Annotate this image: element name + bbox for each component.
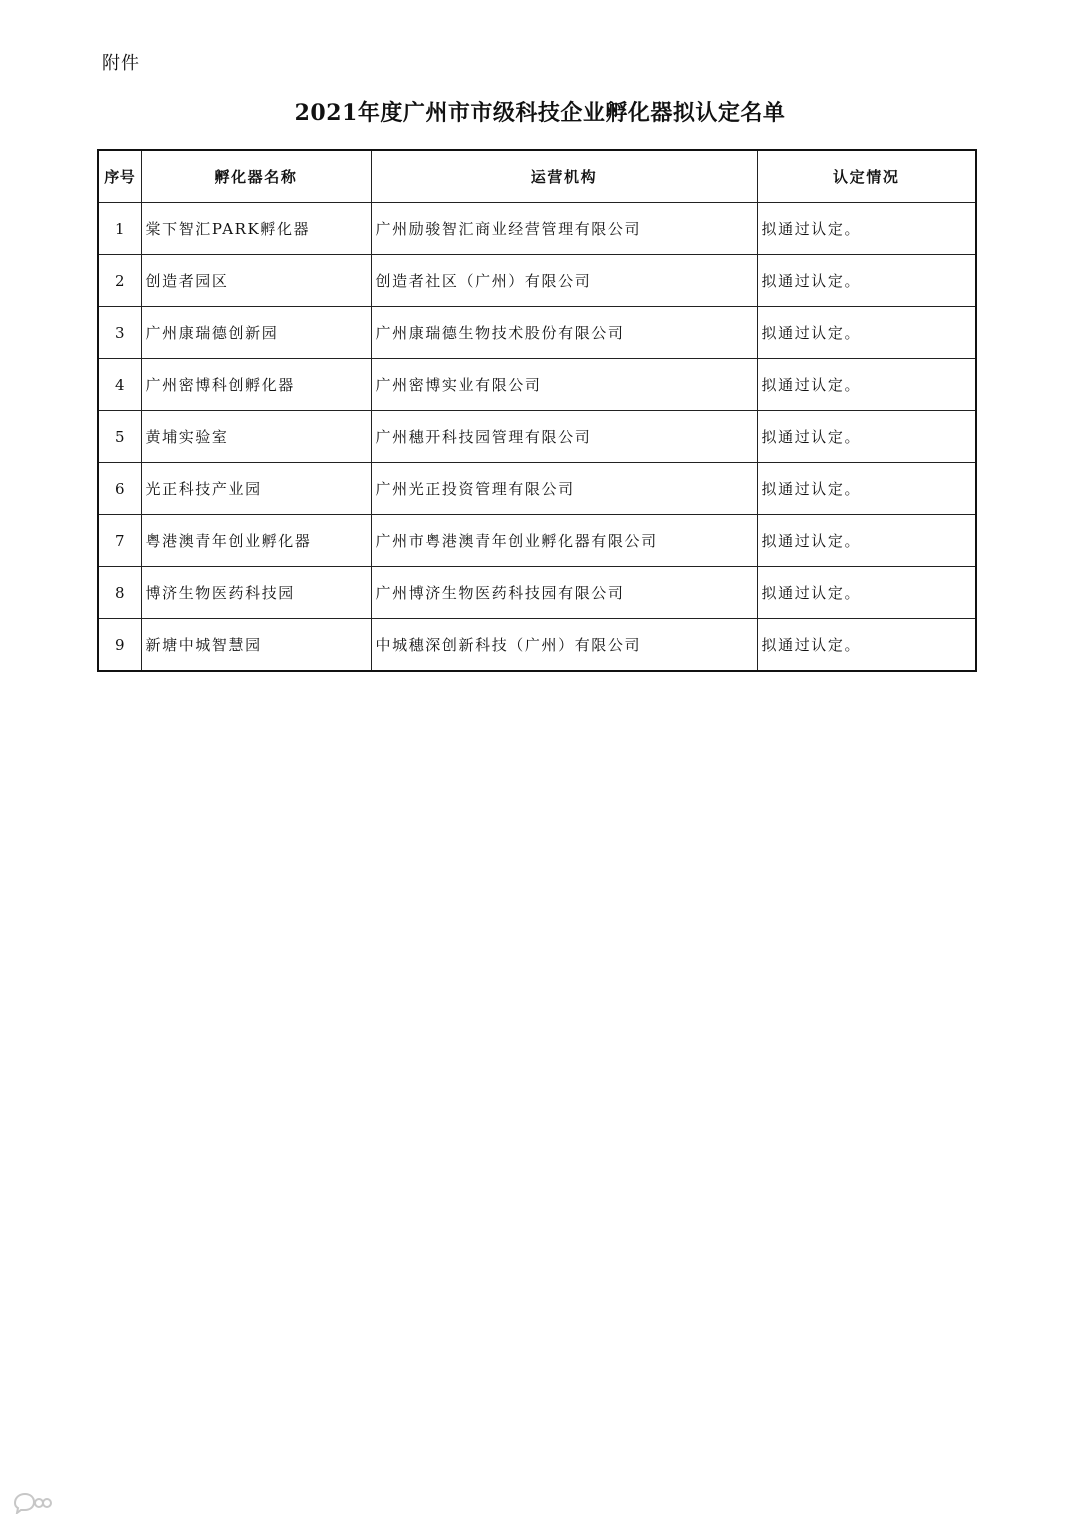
table-row bbox=[98, 463, 976, 515]
row-index-cell: 2 bbox=[98, 255, 141, 307]
row-index-cell: 9 bbox=[98, 619, 141, 672]
table-body bbox=[98, 203, 976, 672]
row-index-cell: 5 bbox=[98, 411, 141, 463]
row-index-cell: 6 bbox=[98, 463, 141, 515]
row-index-cell: 7 bbox=[98, 515, 141, 567]
status-cell: 拟通过认定。 bbox=[757, 203, 976, 255]
table-row bbox=[98, 411, 976, 463]
organization-cell: 广州博济生物医药科技园有限公司 bbox=[371, 567, 757, 619]
header-organization: 运营机构 bbox=[371, 150, 757, 203]
header-index: 序号 bbox=[98, 150, 141, 203]
header-name: 孵化器名称 bbox=[141, 150, 371, 203]
status-cell: 拟通过认定。 bbox=[757, 567, 976, 619]
organization-cell: 广州密博实业有限公司 bbox=[371, 359, 757, 411]
table-row bbox=[98, 307, 976, 359]
row-index-cell: 8 bbox=[98, 567, 141, 619]
incubator-name-cell: 广州密博科创孵化器 bbox=[141, 359, 371, 411]
table-row bbox=[98, 255, 976, 307]
chat-bubble-logo-icon bbox=[12, 1492, 52, 1514]
attachment-label: 附件 bbox=[102, 53, 140, 74]
organization-cell: 广州穗开科技园管理有限公司 bbox=[371, 411, 757, 463]
status-cell: 拟通过认定。 bbox=[757, 255, 976, 307]
organization-cell: 中城穗深创新科技（广州）有限公司 bbox=[371, 619, 757, 672]
table-row bbox=[98, 515, 976, 567]
row-index-cell: 1 bbox=[98, 203, 141, 255]
incubator-name-cell: 粤港澳青年创业孵化器 bbox=[141, 515, 371, 567]
incubator-name-cell: 棠下智汇PARK孵化器 bbox=[141, 203, 371, 255]
organization-cell: 广州市粤港澳青年创业孵化器有限公司 bbox=[371, 515, 757, 567]
watermark bbox=[12, 1490, 52, 1516]
table-row bbox=[98, 359, 976, 411]
organization-cell: 创造者社区（广州）有限公司 bbox=[371, 255, 757, 307]
status-cell: 拟通过认定。 bbox=[757, 307, 976, 359]
status-cell: 拟通过认定。 bbox=[757, 463, 976, 515]
table-row bbox=[98, 567, 976, 619]
organization-cell: 广州励骏智汇商业经营管理有限公司 bbox=[371, 203, 757, 255]
status-cell: 拟通过认定。 bbox=[757, 619, 976, 672]
status-cell: 拟通过认定。 bbox=[757, 411, 976, 463]
page-title: 2021年度广州市市级科技企业孵化器拟认定名单 bbox=[294, 100, 786, 126]
row-index-cell: 3 bbox=[98, 307, 141, 359]
incubator-table bbox=[97, 149, 977, 672]
table-row bbox=[98, 619, 976, 672]
incubator-name-cell: 黄埔实验室 bbox=[141, 411, 371, 463]
status-cell: 拟通过认定。 bbox=[757, 359, 976, 411]
status-cell: 拟通过认定。 bbox=[757, 515, 976, 567]
incubator-name-cell: 创造者园区 bbox=[141, 255, 371, 307]
organization-cell: 广州康瑞德生物技术股份有限公司 bbox=[371, 307, 757, 359]
incubator-name-cell: 新塘中城智慧园 bbox=[141, 619, 371, 672]
incubator-table-container bbox=[97, 149, 975, 672]
row-index-cell: 4 bbox=[98, 359, 141, 411]
incubator-name-cell: 博济生物医药科技园 bbox=[141, 567, 371, 619]
table-row bbox=[98, 203, 976, 255]
incubator-name-cell: 广州康瑞德创新园 bbox=[141, 307, 371, 359]
organization-cell: 广州光正投资管理有限公司 bbox=[371, 463, 757, 515]
header-status: 认定情况 bbox=[757, 150, 976, 203]
table-header-row bbox=[98, 150, 976, 203]
incubator-name-cell: 光正科技产业园 bbox=[141, 463, 371, 515]
